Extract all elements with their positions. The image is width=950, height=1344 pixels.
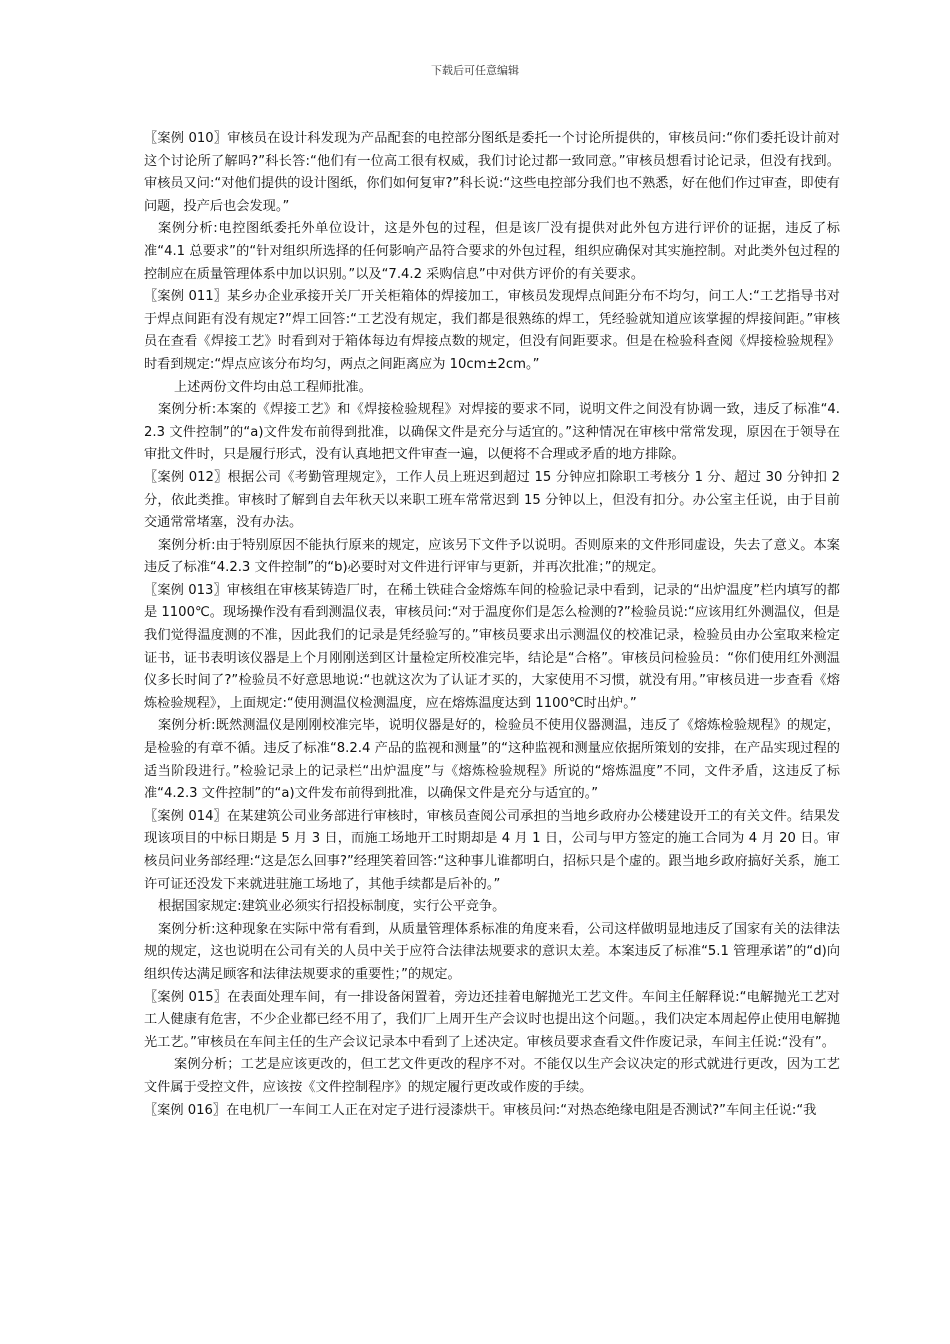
case-014-paragraph: 〖案例 014〗在某建筑公司业务部进行审核时，审核员查阅公司承担的当地乡政府办公楼建设开工的有关文件。结果发现该项目的中标日期是 5 月 3 日，而施工场地开工时期却是 4 月 1 日，公司与甲方签定的施工合同为 4 月 20 日。审核员问业务部经理:“这是怎么回事?”经理笑着回答:“这种事儿谁都明白，招标只是个虚的。跟当地乡政府搞好关系，施工许可证还没发下来就进驻施工场地了，其他手续都是后补的。”	[144, 808, 840, 892]
case-013-paragraph: 〖案例 013〗审核组在审核某铸造厂时，在稀土铁硅合金熔炼车间的检验记录中看到，记录的“出炉温度”栏内填写的都是 1100℃。现场操作没有看到测温仪表，审核员问:“对于温度你们是怎么检测的?”检验员说:“应该用红外测温仪，但是我们觉得温度测的不准，因此我们的记录是凭经验写的。”审核员要求出示测温仪的校准记录，检验员由办公室取来检定证书，证书表明该仪器是上个月刚刚送到区计量检定所校准完毕，结论是“合格”。审核员问检验员：“你们使用红外测温仪多长时间了?”检验员不好意思地说:“也就这次为了认证才买的，大家使用不习惯，就没有用。”审核员进一步查看《熔炼检验规程》，上面规定:“使用测温仪检测温度，应在熔炼温度达到 1100℃时出炉。”	[144, 582, 840, 711]
case-014-analysis: 案例分析:这种现象在实际中常有看到，从质量管理体系标准的角度来看，公司这样做明显地违反了国家有关的法律法规的规定，这也说明在公司有关的人员中关于应符合法律法规要求的意识太差。本案违反了标准“5.1 管理承诺”的“d)向组织传达满足顾客和法律法规要求的重要性；”的规定。	[144, 921, 840, 982]
case-015-analysis: 案例分析；工艺是应该更改的，但工艺文件更改的程序不对。不能仅以生产会议决定的形式就进行更改，因为工艺文件属于受控文件，应该按《文件控制程序》的规定履行更改或作废的手续。	[144, 1057, 840, 1095]
page-header-note: 下载后可任意编辑	[431, 64, 519, 77]
case-011-paragraph: 〖案例 011〗某乡办企业承接开关厂开关柜箱体的焊接加工，审核员发现焊点间距分布不均匀，问工人:“工艺指导书对于焊点间距有没有规定?”焊工回答:“工艺没有规定，我们都是很熟练的焊工，凭经验就知道应该掌握的焊接间距。”审核员在查看《焊接工艺》时看到对于箱体每边有焊接点数的规定，但没有间距要求。但是在检验科查阅《焊接检验规程》时看到规定:“焊点应该分布均匀，两点之间距离应为 10cm±2cm。”	[144, 289, 840, 372]
case-010-paragraph: 〖案例 010〗审核员在设计科发现为产品配套的电控部分图纸是委托一个讨论所提供的，审核员问:“你们委托设计前对这个讨论所了解吗?”科长答:“他们有一位高工很有权威，我们讨论过都一致同意。”审核员想看讨论记录，但没有找到。审核员又问:“对他们提供的设计图纸，你们如何复审?”科长说:“这些电控部分我们也不熟悉，好在他们作过审查，即使有问题，投产后也会发现。”	[144, 131, 840, 214]
document-body	[144, 128, 840, 1122]
case-013-analysis: 案例分析:既然测温仪是刚刚校准完毕，说明仪器是好的，检验员不使用仪器测温，违反了《熔炼检验规程》的规定，是检验的有章不循。违反了标准“8.2.4 产品的监视和测量”的“这种监视和测量应依据所策划的安排，在产品实现过程的适当阶段进行。”检验记录上的记录栏“出炉温度”与《熔炼检验规程》所说的“熔炼温度”不同，文件矛盾，这违反了标准“4.2.3 文件控制”的“a)文件发布前得到批准，以确保文件是充分与适宜的。”	[144, 718, 840, 802]
case-011-analysis: 案例分析:本案的《焊接工艺》和《焊接检验规程》对焊接的要求不同，说明文件之间没有协调一致，违反了标准“4.2.3 文件控制”的“a)文件发布前得到批准，以确保文件是充分与适宜的。”这种情况在审核中常常发现，原因在于领导在审批文件时，只是履行形式，没有认真地把文件审查一遍，以便将不合理或矛盾的地方排除。	[144, 402, 840, 463]
case-016-paragraph: 〖案例 016〗在电机厂一车间工人正在对定子进行浸漆烘干。审核员问:“对热态绝缘电阻是否测试?”车间主任说:“我	[144, 1102, 817, 1118]
case-011-note: 上述两份文件均由总工程师批准。	[174, 379, 372, 395]
case-010-analysis: 案例分析:电控图纸委托外单位设计，这是外包的过程，但是该厂没有提供对此外包方进行评价的证据，违反了标准“4.1 总要求”的“针对组织所选择的任何影响产品符合要求的外包过程，组织应确保对其实施控制。对此类外包过程的控制应在质量管理体系中加以识别。”以及“7.4.2 采购信息”中对供方评价的有关要求。	[144, 221, 840, 282]
case-015-paragraph: 〖案例 015〗在表面处理车间，有一排设备闲置着，旁边还挂着电解抛光工艺文件。车间主任解释说:“电解抛光工艺对工人健康有危害，不少企业都已经不用了，我们厂上周开生产会议时也提出这个问题。，我们决定本周起停止使用电解抛光工艺。”审核员在车间主任的生产会议记录本中看到了上述决定。审核员要求查看文件作废记录，车间主任说:“没有”。	[144, 989, 840, 1050]
case-012-paragraph: 〖案例 012〗根据公司《考勤管理规定》，工作人员上班迟到超过 15 分钟应扣除职工考核分 1 分、超过 30 分钟扣 2 分，依此类推。审核时了解到自去年秋天以来职工班车常常迟到 15 分钟以上，但没有扣分。办公室主任说，由于目前交通常常堵塞，没有办法。	[144, 469, 840, 531]
case-012-analysis: 案例分析:由于特别原因不能执行原来的规定，应该另下文件予以说明。否则原来的文件形同虚设，失去了意义。本案违反了标准“4.2.3 文件控制”的“b)必要时对文件进行评审与更新，并再次批准；”的规定。	[144, 537, 840, 576]
case-014-regulation: 根据国家规定:建筑业必须实行招投标制度，实行公平竞争。	[158, 899, 506, 915]
